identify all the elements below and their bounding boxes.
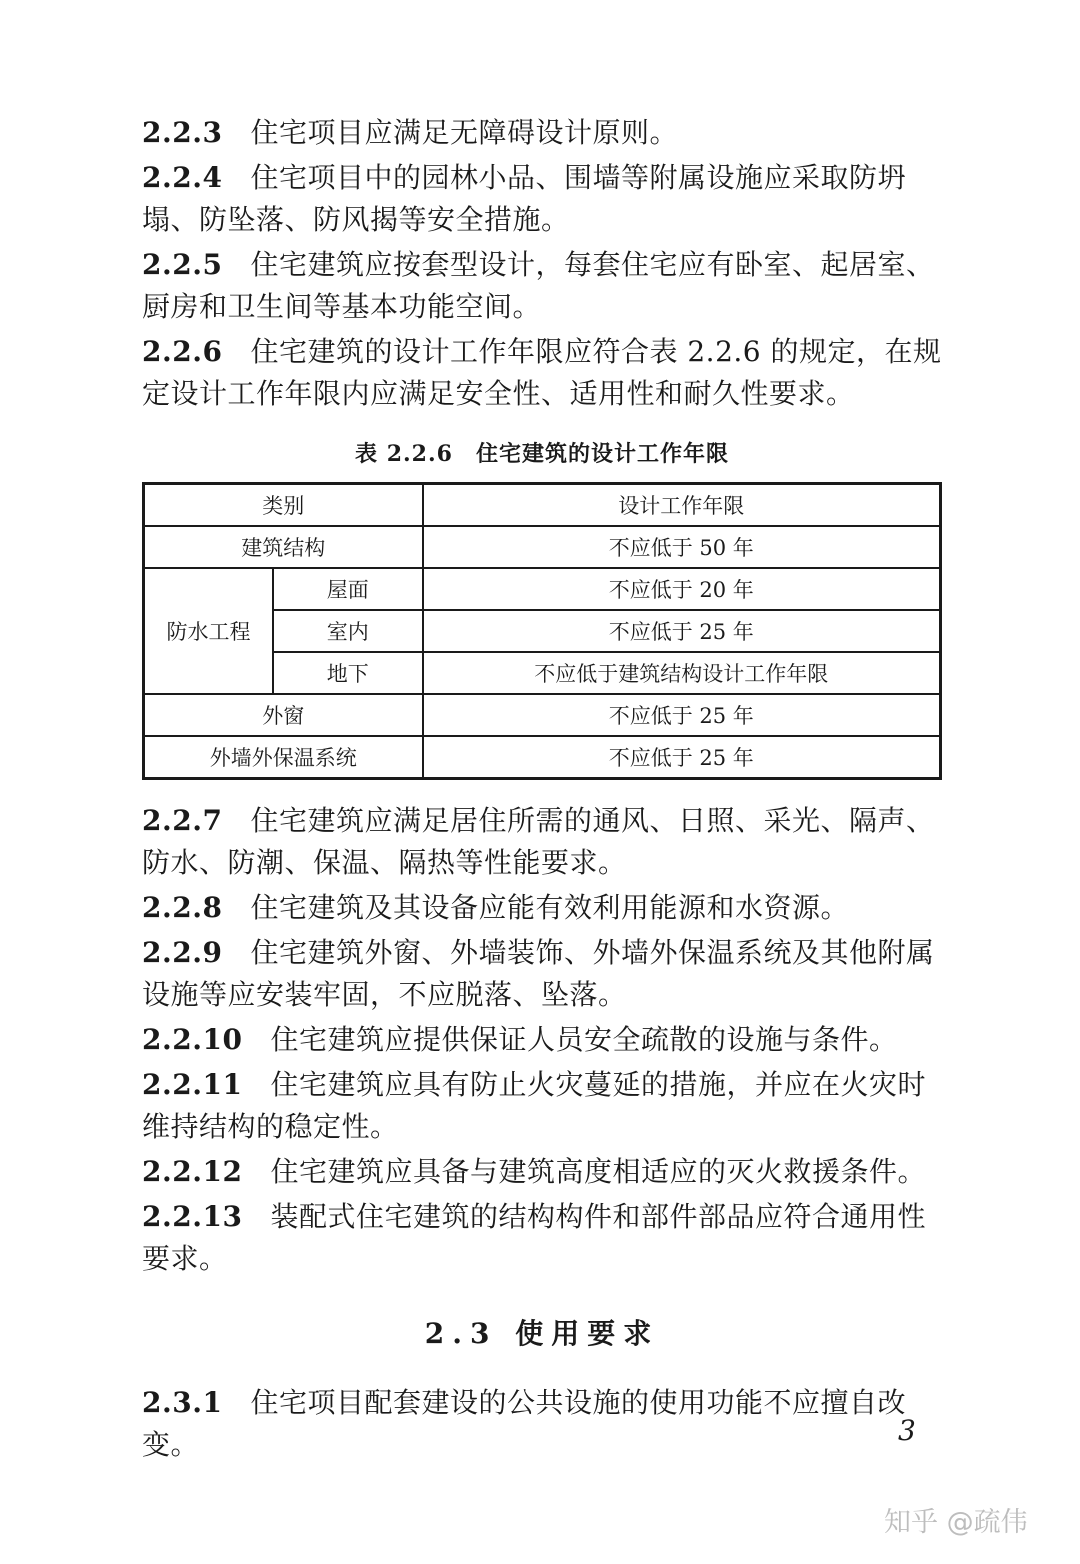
section-heading: 2.3 使用要求	[424, 1317, 660, 1350]
clause-number: 2.2.7	[142, 804, 223, 837]
clause-number: 2.2.8	[142, 891, 223, 924]
header-design-life: 设计工作年限	[423, 484, 941, 527]
clause-text: 住宅建筑应满足居住所需的通风、日照、采光、隔声、防水、防潮、保温、隔热等性能要求。	[142, 804, 935, 879]
clause-text: 住宅建筑及其设备应能有效利用能源和水资源。	[250, 891, 849, 924]
cell-indoor-life: 不应低于 25 年	[423, 610, 941, 652]
clause-text: 住宅建筑外窗、外墙装饰、外墙外保温系统及其他附属设施等应安装牢固，不应脱落、坠落。	[142, 936, 935, 1011]
table-row	[144, 568, 941, 610]
cell-window-life: 不应低于 25 年	[423, 694, 941, 736]
design-life-table	[142, 482, 942, 780]
clause-number: 2.2.11	[142, 1068, 243, 1101]
cell-insulation: 外墙外保温系统	[144, 736, 423, 779]
cell-indoor: 室内	[273, 610, 422, 652]
header-category: 类别	[144, 484, 423, 527]
clause-text: 住宅项目中的园林小品、围墙等附属设施应采取防坍塌、防坠落、防风揭等安全措施。	[142, 161, 906, 236]
clause-text: 住宅项目应满足无障碍设计原则。	[250, 116, 678, 149]
cell-structure: 建筑结构	[144, 526, 423, 568]
clause-2-3-1	[142, 1382, 942, 1466]
clause-2-2-5	[142, 244, 942, 328]
clause-number: 2.2.6	[142, 335, 223, 368]
clause-2-2-6	[142, 331, 942, 415]
clause-2-2-9	[142, 932, 942, 1016]
clause-2-2-12	[142, 1151, 942, 1193]
clause-2-2-7	[142, 800, 942, 884]
clause-text: 住宅建筑应具有防止火灾蔓延的措施，并应在火灾时维持结构的稳定性。	[142, 1068, 926, 1143]
cell-roof: 屋面	[273, 568, 422, 610]
clause-number: 2.2.13	[142, 1200, 243, 1233]
page-number: 3	[898, 1414, 916, 1447]
clause-number: 2.2.10	[142, 1023, 243, 1056]
clause-number: 2.2.3	[142, 116, 223, 149]
clause-text: 住宅建筑应具备与建筑高度相适应的灭火救援条件。	[270, 1155, 926, 1188]
clause-number: 2.2.5	[142, 248, 223, 281]
clause-text: 住宅建筑应提供保证人员安全疏散的设施与条件。	[270, 1023, 898, 1056]
cell-underground-life: 不应低于建筑结构设计工作年限	[423, 652, 941, 694]
clause-2-2-4	[142, 157, 942, 241]
cell-insulation-life: 不应低于 25 年	[423, 736, 941, 779]
cell-roof-life: 不应低于 20 年	[423, 568, 941, 610]
cell-waterproof: 防水工程	[144, 568, 274, 694]
table-row	[144, 736, 941, 779]
clause-2-2-10	[142, 1019, 942, 1061]
table-title: 表 2.2.6 住宅建筑的设计工作年限	[355, 441, 729, 467]
cell-window: 外窗	[144, 694, 423, 736]
clause-number: 2.3.1	[142, 1386, 223, 1419]
clause-2-2-11	[142, 1064, 942, 1148]
table-header-row	[144, 484, 941, 527]
clause-number: 2.2.9	[142, 936, 223, 969]
watermark: 知乎 @疏伟	[884, 1507, 1028, 1538]
clause-text: 住宅建筑应按套型设计，每套住宅应有卧室、起居室、厨房和卫生间等基本功能空间。	[142, 248, 935, 323]
page-content	[142, 112, 942, 1469]
clause-number: 2.2.4	[142, 161, 223, 194]
clause-2-2-8	[142, 887, 942, 929]
clause-text: 装配式住宅建筑的结构构件和部件部品应符合通用性要求。	[142, 1200, 926, 1275]
cell-structure-life: 不应低于 50 年	[423, 526, 941, 568]
clause-number: 2.2.12	[142, 1155, 243, 1188]
table-row	[144, 526, 941, 568]
clause-text: 住宅项目配套建设的公共设施的使用功能不应擅自改变。	[142, 1386, 906, 1461]
clause-2-2-3	[142, 112, 942, 154]
table-row	[144, 694, 941, 736]
cell-underground: 地下	[273, 652, 422, 694]
clause-text: 住宅建筑的设计工作年限应符合表 2.2.6 的规定，在规定设计工作年限内应满足安全性、适用性和耐久性要求。	[142, 335, 942, 410]
clause-2-2-13	[142, 1196, 942, 1280]
